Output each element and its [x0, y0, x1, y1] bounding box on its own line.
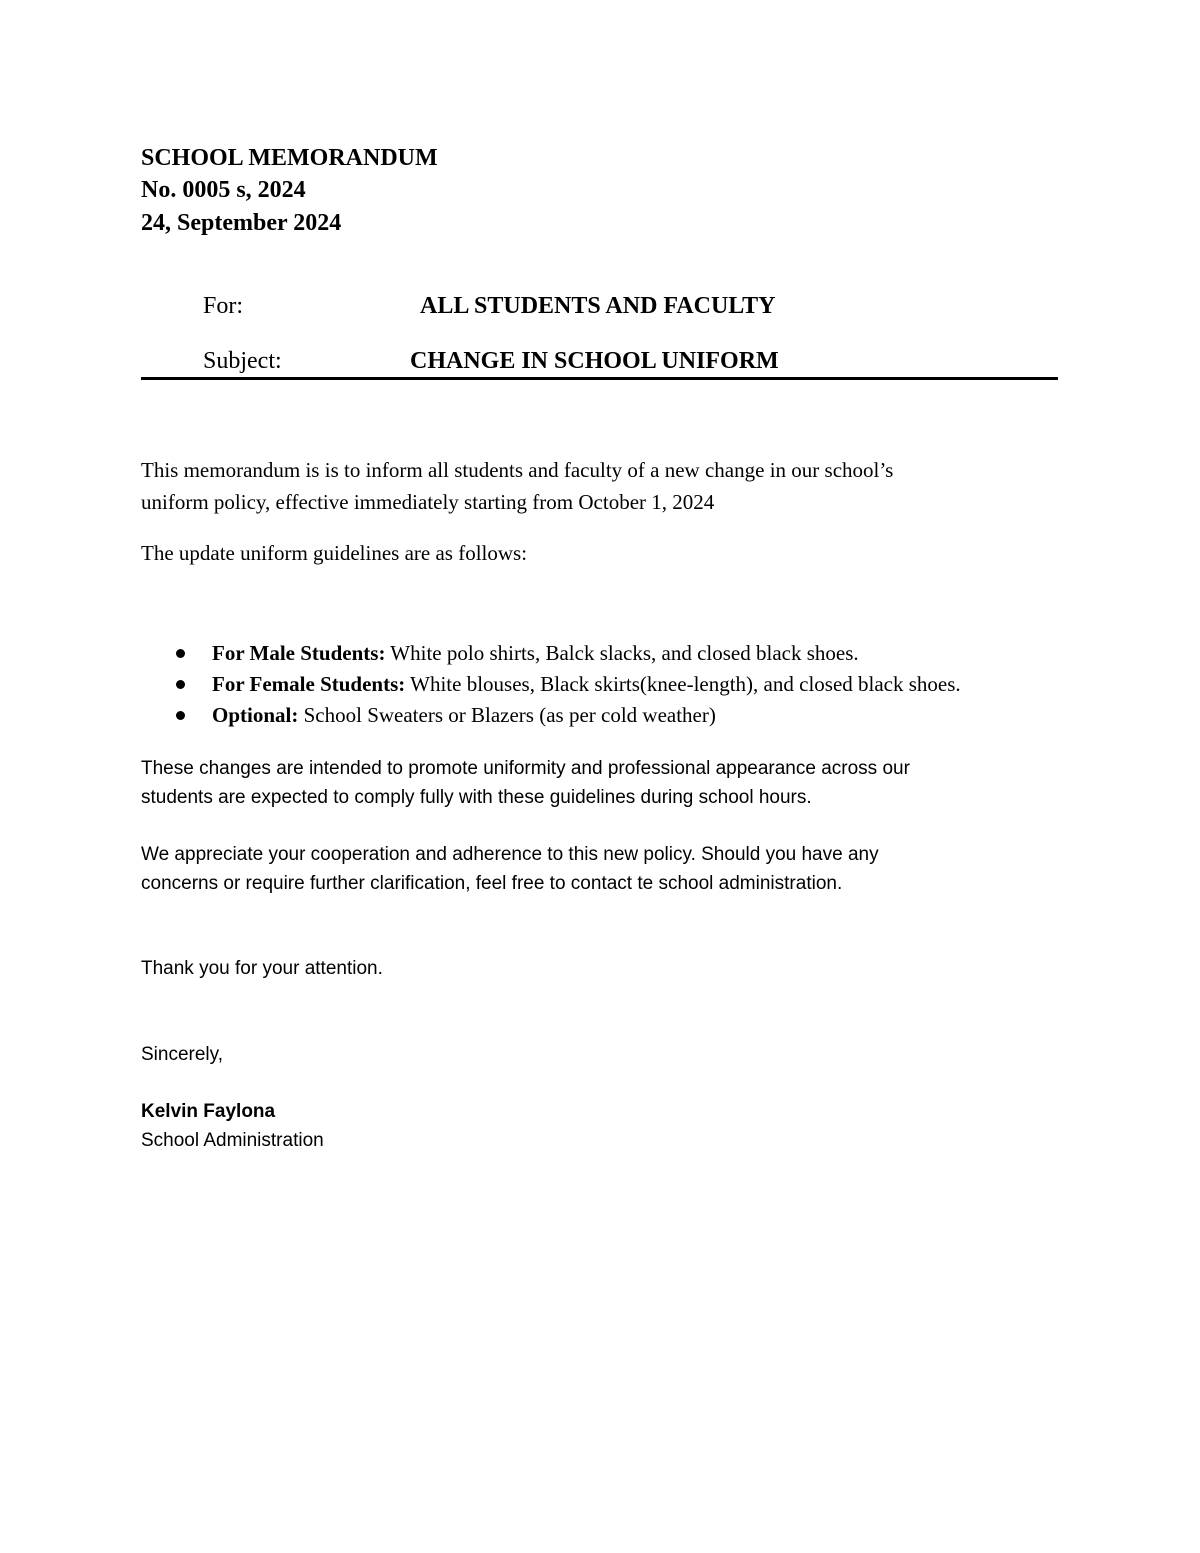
- bullet-text: School Sweaters or Blazers (as per cold weather): [298, 703, 716, 727]
- purpose-line-1: These changes are intended to promote uniformity and professional appearance across our: [141, 758, 910, 779]
- bullet-label: Optional:: [212, 703, 299, 727]
- list-item: [141, 669, 961, 700]
- bullet-label: For Female Students:: [212, 672, 406, 696]
- closing-line: Sincerely,: [141, 1044, 224, 1065]
- bullet-text: White polo shirts, Balck slacks, and closed black shoes.: [385, 641, 859, 665]
- for-value: ALL STUDENTS AND FACULTY: [420, 293, 776, 319]
- intro-line-2: uniform policy, effective immediately starting from October 1, 2024: [141, 490, 715, 514]
- uniform-guidelines-list: [141, 638, 961, 731]
- for-label: For:: [203, 293, 244, 319]
- appreciation-line-1: We appreciate your cooperation and adherence to this new policy. Should you have any: [141, 844, 879, 865]
- list-item: [141, 700, 961, 731]
- bullet-text: White blouses, Black skirts(knee-length), and closed black shoes.: [405, 672, 961, 696]
- signatory-name: Kelvin Faylona: [141, 1101, 276, 1122]
- memo-date: 24, September 2024: [141, 210, 342, 236]
- bullet-icon: [176, 680, 185, 689]
- purpose-line-2: students are expected to comply fully with these guidelines during school hours.: [141, 787, 812, 808]
- bullet-icon: [176, 649, 185, 658]
- memo-number: No. 0005 s, 2024: [141, 177, 306, 203]
- thanks-line: Thank you for your attention.: [141, 958, 383, 979]
- list-item: [141, 638, 961, 669]
- header-divider: [141, 377, 1058, 380]
- memo-title: SCHOOL MEMORANDUM: [141, 145, 438, 171]
- bullet-icon: [176, 711, 185, 720]
- appreciation-line-2: concerns or require further clarification, feel free to contact te school administration.: [141, 873, 843, 894]
- subject-value: CHANGE IN SCHOOL UNIFORM: [410, 348, 779, 374]
- intro-line-1: This memorandum is is to inform all students and faculty of a new change in our school’s: [141, 458, 894, 482]
- signatory-position: School Administration: [141, 1130, 324, 1151]
- subject-label: Subject:: [203, 348, 282, 374]
- bullet-label: For Male Students:: [212, 641, 386, 665]
- guidelines-intro: The update uniform guidelines are as follows:: [141, 541, 528, 565]
